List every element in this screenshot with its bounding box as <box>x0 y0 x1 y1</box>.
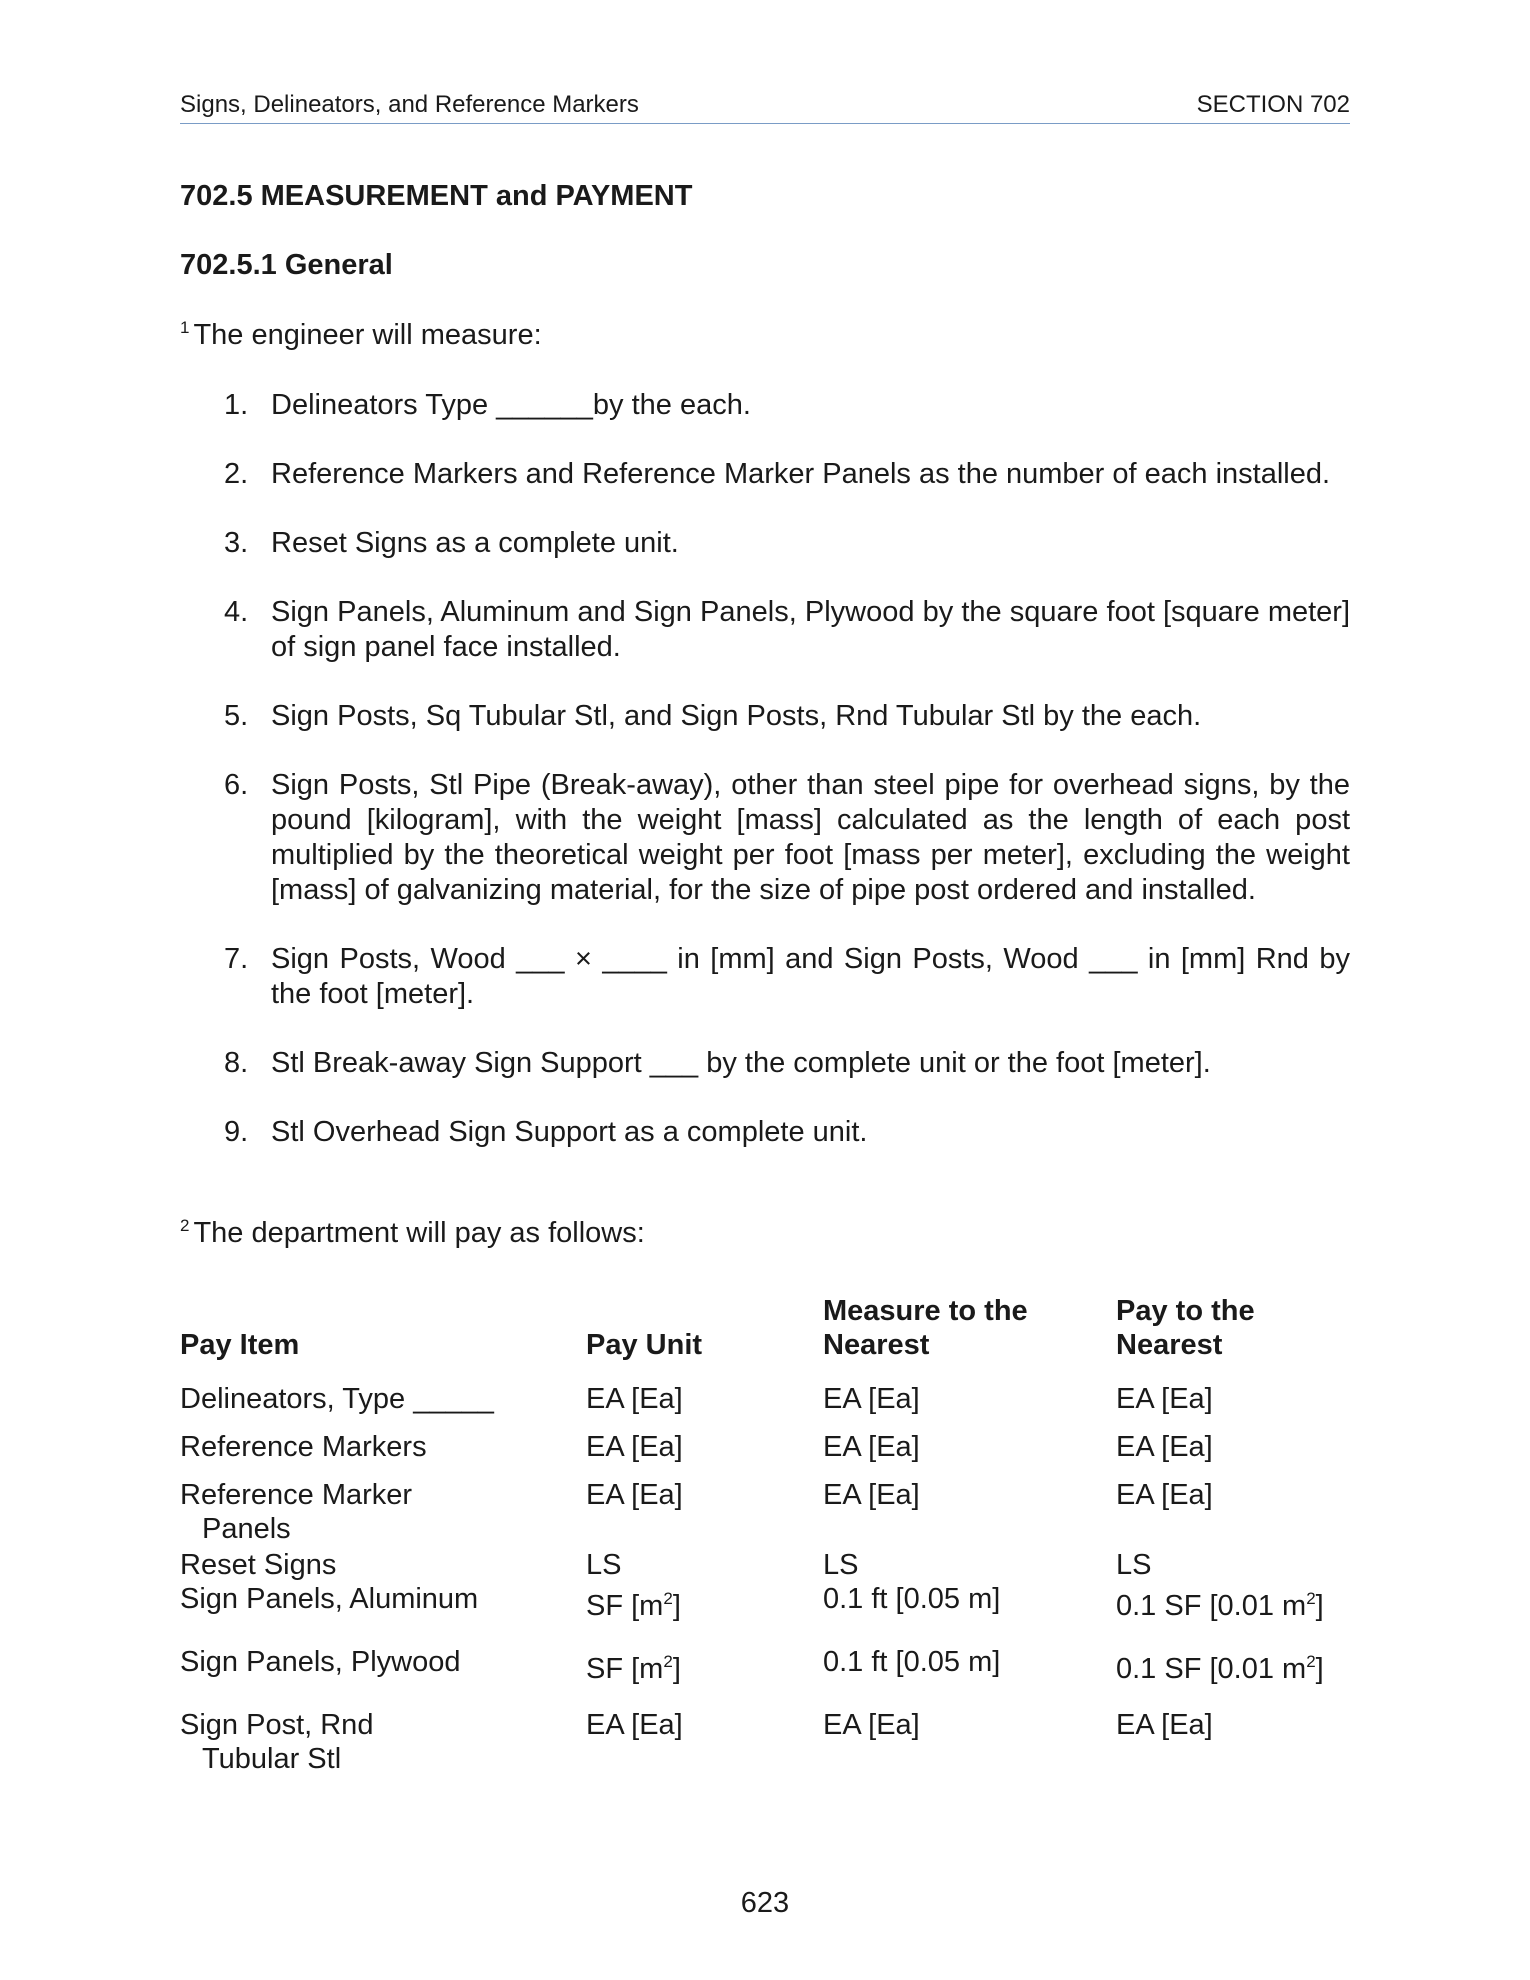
cell-pay-unit <box>586 1478 823 1546</box>
list-text: Reference Markers and Reference Marker Panels as the number of each installed. <box>271 458 1331 490</box>
superscript: 2 <box>663 1589 673 1608</box>
cell-text: LS <box>1116 1549 1152 1581</box>
list-item <box>180 942 1350 1012</box>
table-row <box>180 1582 1350 1623</box>
header-label: Nearest <box>1116 1329 1223 1361</box>
list-item <box>180 1046 1350 1081</box>
list-text: Stl Break-away Sign Support ___ by the complete unit or the foot [meter]. <box>271 1047 1211 1079</box>
table-row <box>180 1478 1350 1546</box>
cell-text: EA [Ea] <box>586 1431 683 1463</box>
table-row <box>180 1430 1350 1464</box>
cell-text: SF [m <box>586 1590 664 1622</box>
list-number: 3. <box>224 527 249 559</box>
table-header-row <box>180 1284 1350 1362</box>
cell-text: 0.1 SF [0.01 m <box>1116 1653 1307 1685</box>
cell-text: Reference Marker <box>180 1479 413 1511</box>
cell-pay-item <box>180 1382 586 1416</box>
cell-text: EA [Ea] <box>823 1479 920 1511</box>
cell-pay-to <box>1116 1430 1350 1464</box>
cell-text-continuation: Tubular Stl <box>202 1743 342 1775</box>
list-number: 4. <box>224 596 249 628</box>
cell-text: ] <box>672 1590 681 1622</box>
list-item <box>180 768 1350 908</box>
cell-pay-to <box>1116 1382 1350 1416</box>
cell-text: Sign Panels, Aluminum <box>180 1583 479 1615</box>
cell-measure <box>823 1382 1116 1416</box>
cell-text: 0.1 SF [0.01 m <box>1116 1590 1307 1622</box>
header-label: Pay Item <box>180 1329 300 1361</box>
cell-text: Reference Markers <box>180 1431 427 1463</box>
cell-pay-item <box>180 1708 586 1776</box>
cell-pay-item <box>180 1645 586 1686</box>
list-number: 6. <box>224 769 249 801</box>
pay-item-table <box>180 1284 1350 1776</box>
cell-text: ] <box>1315 1653 1324 1685</box>
header-chapter-title: Signs, Delineators, and Reference Markers <box>180 91 639 118</box>
cell-text: Sign Post, Rnd <box>180 1709 374 1741</box>
cell-pay-to <box>1116 1645 1350 1686</box>
cell-text: SF [m <box>586 1653 664 1685</box>
header-label: Measure to the <box>823 1295 1028 1327</box>
list-number: 9. <box>224 1116 249 1148</box>
cell-text: EA [Ea] <box>823 1431 920 1463</box>
list-number: 2. <box>224 458 249 490</box>
header-measure <box>823 1294 1116 1362</box>
cell-text-continuation: Panels <box>202 1513 291 1545</box>
header-label: Nearest <box>823 1329 930 1361</box>
cell-pay-unit <box>586 1582 823 1623</box>
cell-text: ] <box>1315 1590 1324 1622</box>
paragraph-text: The department will pay as follows: <box>193 1217 645 1249</box>
running-header <box>180 88 1350 124</box>
header-label: Pay Unit <box>586 1329 703 1361</box>
cell-text: EA [Ea] <box>1116 1431 1213 1463</box>
list-text: Delineators Type ______by the each. <box>271 389 751 421</box>
list-item <box>180 526 1350 561</box>
header-section-number: SECTION 702 <box>1196 91 1350 118</box>
header-pay-unit <box>586 1328 823 1362</box>
document-page <box>180 0 1350 1980</box>
list-text: Sign Posts, Stl Pipe (Break-away), other than steel pipe for overhead signs, by the pound [kilogram], with the weight [mass] calculated as the length of each post multiplied by the theoretical weight per foot [mass per meter], excluding the weight [mass] of galvanizing material, for the size of pipe post ordered and installed. <box>271 769 1350 906</box>
list-number: 1. <box>224 389 249 421</box>
cell-pay-item <box>180 1478 586 1546</box>
cell-text: Sign Panels, Plywood <box>180 1646 461 1678</box>
list-number: 8. <box>224 1047 249 1079</box>
cell-text: LS <box>586 1549 622 1581</box>
subsection-heading: 702.5.1 General <box>180 249 393 281</box>
list-item <box>180 457 1350 492</box>
cell-text: Reset Signs <box>180 1549 337 1581</box>
paragraph-number: 1 <box>180 318 190 337</box>
paragraph-text: The engineer will measure: <box>193 319 542 351</box>
cell-text: LS <box>823 1549 859 1581</box>
cell-pay-unit <box>586 1548 823 1582</box>
list-item <box>180 699 1350 734</box>
list-item <box>180 388 1350 423</box>
list-item <box>180 595 1350 665</box>
cell-text: EA [Ea] <box>586 1383 683 1415</box>
cell-measure <box>823 1645 1116 1686</box>
list-text: Reset Signs as a complete unit. <box>271 527 679 559</box>
cell-pay-unit <box>586 1645 823 1686</box>
table-row <box>180 1645 1350 1686</box>
cell-text: EA [Ea] <box>586 1479 683 1511</box>
cell-pay-item <box>180 1430 586 1464</box>
list-text: Sign Posts, Sq Tubular Stl, and Sign Posts, Rnd Tubular Stl by the each. <box>271 700 1202 732</box>
paragraph-number: 2 <box>180 1216 190 1235</box>
superscript: 2 <box>1306 1652 1316 1671</box>
list-item <box>180 1115 1350 1150</box>
cell-text: Delineators, Type _____ <box>180 1383 494 1415</box>
cell-measure <box>823 1430 1116 1464</box>
list-number: 7. <box>224 943 249 975</box>
measure-list <box>180 388 1350 1184</box>
cell-text: ] <box>672 1653 681 1685</box>
superscript: 2 <box>663 1652 673 1671</box>
cell-pay-item <box>180 1548 586 1582</box>
cell-text: EA [Ea] <box>1116 1479 1213 1511</box>
table-row <box>180 1548 1350 1582</box>
cell-text: EA [Ea] <box>586 1709 683 1741</box>
list-number: 5. <box>224 700 249 732</box>
cell-text: EA [Ea] <box>823 1709 920 1741</box>
header-pay-item <box>180 1328 586 1362</box>
paragraph-1 <box>180 318 542 352</box>
cell-pay-unit <box>586 1430 823 1464</box>
cell-pay-unit <box>586 1708 823 1776</box>
cell-pay-to <box>1116 1708 1350 1776</box>
table-row <box>180 1708 1350 1776</box>
cell-pay-unit <box>586 1382 823 1416</box>
page-number: 623 <box>740 1887 790 1919</box>
cell-text: EA [Ea] <box>1116 1709 1213 1741</box>
section-heading: 702.5 MEASUREMENT and PAYMENT <box>180 180 693 212</box>
cell-measure <box>823 1548 1116 1582</box>
cell-measure <box>823 1708 1116 1776</box>
cell-pay-to <box>1116 1478 1350 1546</box>
cell-measure <box>823 1478 1116 1546</box>
list-text: Sign Posts, Wood ___ × ____ in [mm] and Sign Posts, Wood ___ in [mm] Rnd by the foot [meter]. <box>271 943 1350 1010</box>
cell-pay-item <box>180 1582 586 1623</box>
header-label: Pay to the <box>1116 1295 1255 1327</box>
list-text: Sign Panels, Aluminum and Sign Panels, Plywood by the square foot [square meter] of sign panel face installed. <box>271 596 1350 663</box>
table-row <box>180 1382 1350 1416</box>
list-text: Stl Overhead Sign Support as a complete unit. <box>271 1116 868 1148</box>
cell-pay-to <box>1116 1548 1350 1582</box>
cell-text: 0.1 ft [0.05 m] <box>823 1583 1001 1615</box>
cell-text: EA [Ea] <box>823 1383 920 1415</box>
cell-text: 0.1 ft [0.05 m] <box>823 1646 1001 1678</box>
cell-pay-to <box>1116 1582 1350 1623</box>
paragraph-2 <box>180 1216 645 1250</box>
header-pay-to <box>1116 1294 1350 1362</box>
cell-measure <box>823 1582 1116 1623</box>
superscript: 2 <box>1306 1589 1316 1608</box>
cell-text: EA [Ea] <box>1116 1383 1213 1415</box>
